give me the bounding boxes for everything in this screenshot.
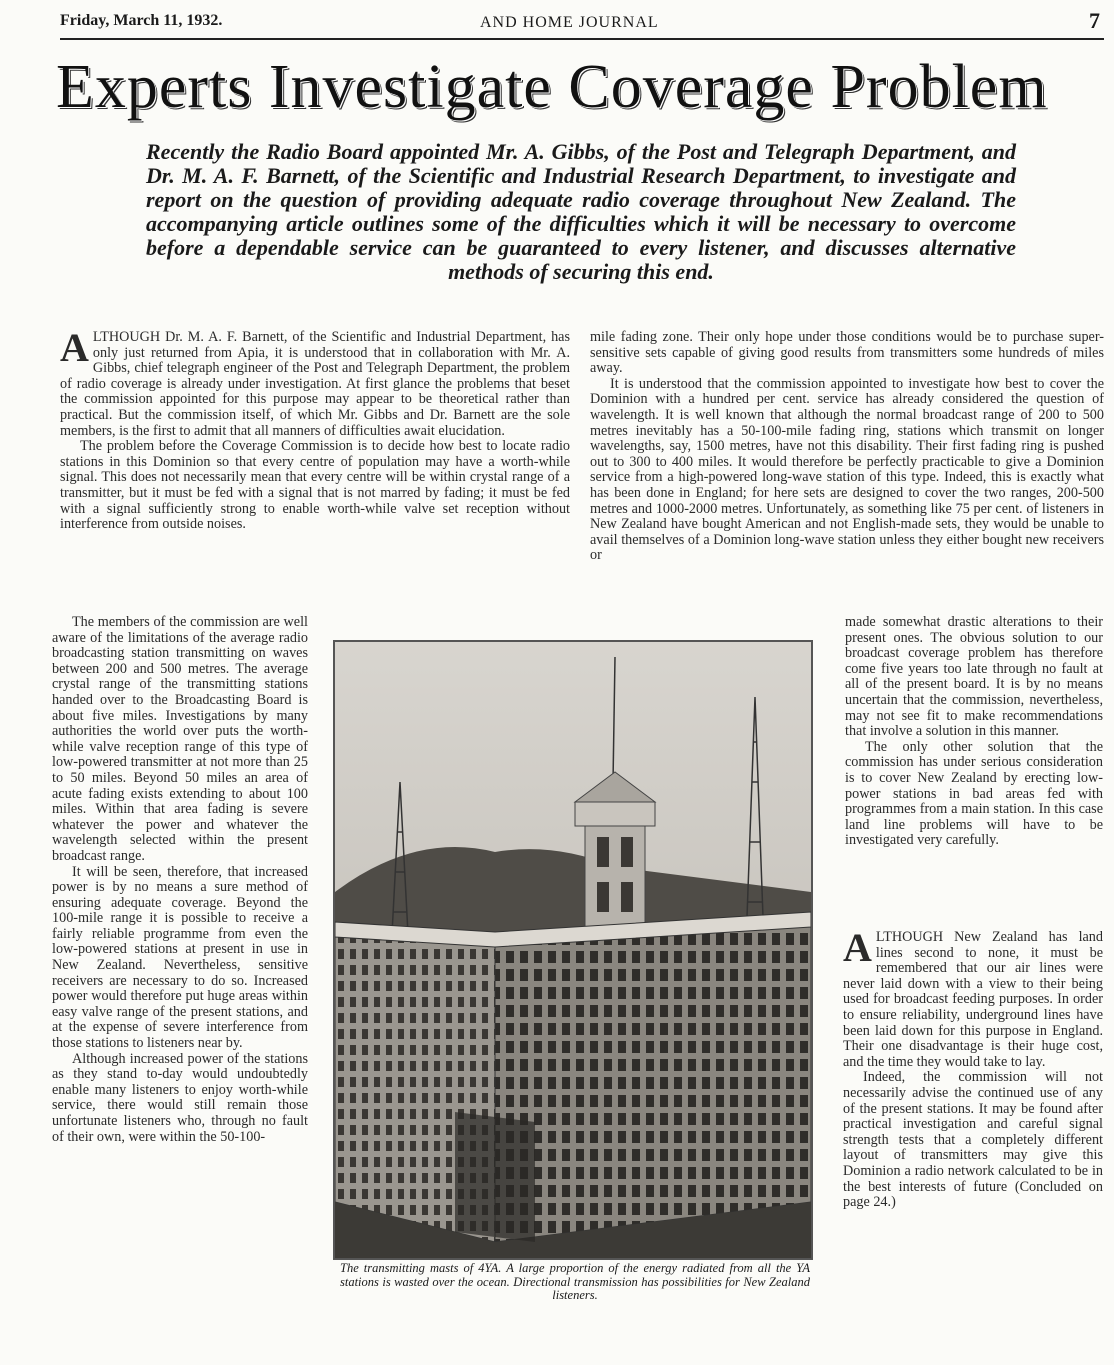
paragraph-text: LTHOUGH New Zealand has land lines second to none, it must be remembered that our air lines were never laid down with a view to their being used for broadcast feeding purposes. In order to ensure reliability, underground lines have been laid down for this purpose in England. Their one disadvantage is their huge cost, and the time they would take to lay. — [843, 929, 1103, 1070]
building-photo — [333, 640, 813, 1260]
paragraph: The problem before the Coverage Commission is to decide how best to locate radio stations in this Dominion so that every centre of population may have a worth-while signal. This does not necessarily mean that every centre will be within crystal range of a transmitter, but it must be fed with a signal that is not marred by fading; it must be fed with a signal sufficiently strong to enable worth-while valve set reception without interference from outside noises. — [60, 438, 570, 533]
paragraph — [60, 325, 570, 439]
paragraph: made somewhat drastic alterations to their present ones. The obvious solution to our broadcast coverage problem has therefore come five years too late through no fault at all of the present board. It is by no means uncertain that the commission, nevertheless, may not see fit to make recommendations that involve a solution in this manner. — [845, 614, 1103, 740]
paragraph-text: LTHOUGH Dr. M. A. F. Barnett, of the Scientific and Industrial Department, has only just returned from Apia, it is understood that in collaboration with Mr. A. Gibbs, chief telegraph engineer of the Post and Telegraph Department, the problem of radio coverage is already under investigation. At first glance the problems that beset the commission appointed for this purpose may appear to be theoretical rather than practical. But the commission itself, of which Mr. Gibbs and Dr. Barnett are the sole members, is the first to admit that all manners of difficulties await elucidation. — [60, 329, 570, 439]
paragraph: The members of the commission are well aware of the limitations of the average radio broadcasting station transmitting on waves between 200 and 500 metres. The average crystal range of the transmitting stations handed over to the Broadcasting Board is about five miles. Investigations by many authorities the world over puts the worth-while valve reception range of this type of low-powered transmitter at not more than 25 to 50 miles. Beyond 50 miles an area of acute fading exists extending to about 100 miles. Within that area fading is severe whatever the power and whatever the wavelength selected within the present broadcast range. — [52, 614, 308, 864]
photo-caption: The transmitting masts of 4YA. A large proportion of the energy radiated from all the YA stations is wasted over the ocean. Directional transmission has possibilities for New Zealand listeners. — [340, 1261, 810, 1302]
issue-date: Friday, March 11, 1932. — [60, 12, 223, 29]
article-column-2 — [590, 330, 1104, 564]
page-number: 7 — [1089, 8, 1100, 33]
drop-cap: A — [843, 925, 872, 970]
paragraph — [843, 925, 1103, 1070]
drop-cap: A — [60, 325, 89, 370]
article-column-3 — [52, 615, 308, 1145]
article-column-1 — [60, 325, 570, 533]
article-column-4 — [845, 615, 1103, 849]
paragraph: Although increased power of the stations as they stand to-day would undoubtedly enable many listeners to enjoy worth-while service, there would still remain those unfortunate listeners who, through no fault of their own, were within the 50-100- — [52, 1050, 308, 1145]
paragraph: mile fading zone. Their only hope under those conditions would be to purchase super-sensitive sets capable of giving good results from transmitters some hundreds of miles away. — [590, 329, 1104, 377]
article-column-5 — [843, 925, 1103, 1211]
headline: Experts Investigate Coverage Problem — [56, 53, 1048, 121]
paragraph: Indeed, the commission will not necessarily advise the continued use of any of the present stations. It may be found after practical investigation and careful signal strength tests that a completely different layout of transmitters may give this Dominion a radio network calculated to be in the best interests of future (Concluded on page 24.) — [843, 1069, 1103, 1211]
paragraph: It is understood that the commission appointed to investigate how best to cover the Dominion with a hundred per cent. service has already considered the question of wavelength. It is well known that although the normal broadcast range of 200 to 500 metres inevitably has a 50-100-mile fading ring, stations which transmit on longer wavelengths, say, 1500 metres, have not this disability. Their first fading ring is pushed out to 300 to 400 miles. It would therefore be perfectly practicable to give a Dominion service from a high-powered long-wave station of this type. Indeed, this is exactly what has been done in England; for here sets are designed to cover the two ranges, 200-500 metres and 1000-2000 metres. Unfortunately, as something like 75 per cent. of listeners in New Zealand have bought American and not English-made sets, they would be unable to avail themselves of a Dominion long-wave station unless they either bought new receivers or — [590, 375, 1104, 564]
journal-title: AND HOME JOURNAL — [480, 14, 659, 31]
article-deck: Recently the Radio Board appointed Mr. A. Gibbs, of the Post and Telegraph Department, and Dr. M. A. F. Barnett, of the Scientific and Industrial Research Department, to investigate and report on the question of providing adequate radio coverage throughout New Zealand. The accompanying article outlines some of the difficulties which it will be necessary to overcome before a dependable service can be guaranteed to every listener, and discusses alternative methods of securing this end. — [146, 139, 1016, 284]
transmitter-building-illustration — [335, 642, 811, 1258]
page-header — [60, 8, 1104, 40]
paragraph: The only other solution that the commission has under serious consideration is to cover New Zealand by erecting low-power stations in bad areas fed with programmes from a main station. In this case land line problems will have to be investigated very carefully. — [845, 738, 1103, 849]
paragraph: It will be seen, therefore, that increased power is by no means a sure method of ensuring adequate coverage. Beyond the 100-mile range it is possible to receive a fairly reliable programme from even the low-powered stations at present in use in New Zealand. Nevertheless, sensitive receivers are necessary to do so. Increased power would therefore put huge areas within easy valve range of the present stations, and at the expense of severe interference from those stations to listeners near by. — [52, 863, 308, 1052]
